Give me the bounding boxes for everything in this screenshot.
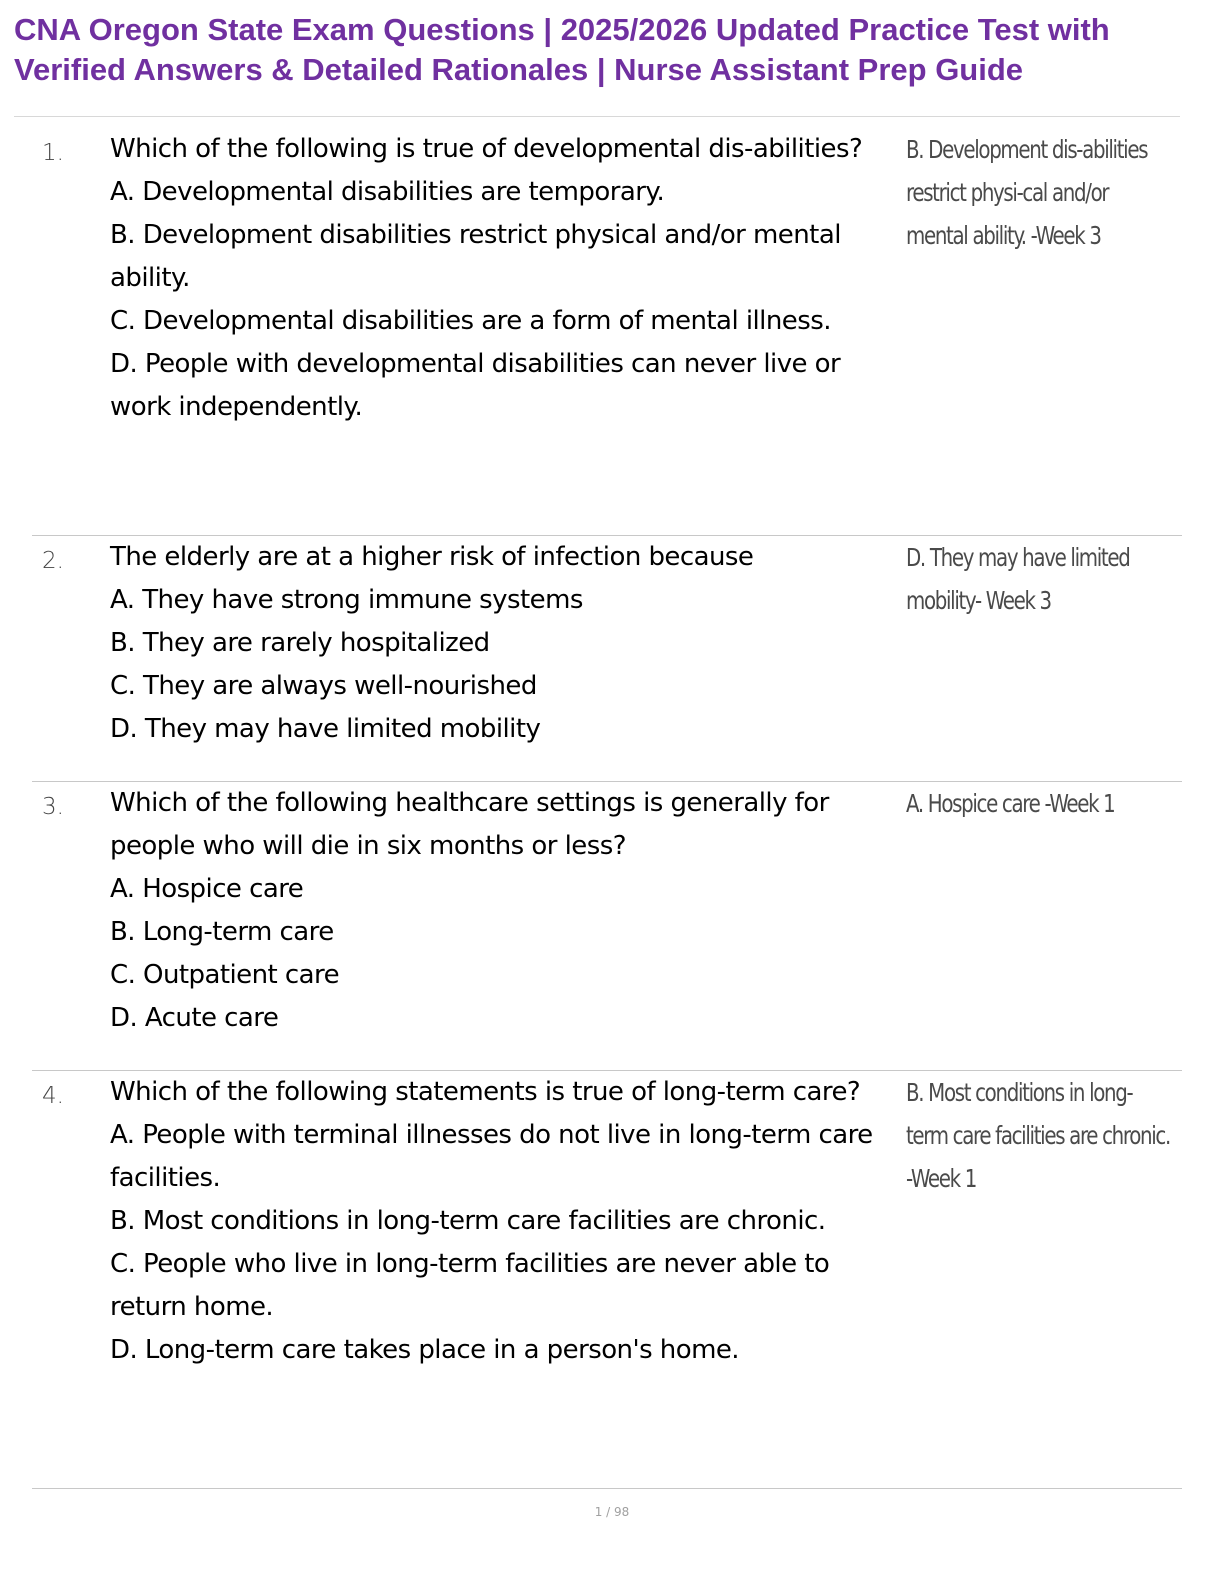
question-body bbox=[110, 128, 905, 429]
answer-option: B. Long-term care bbox=[110, 917, 334, 947]
correct-answer: A. Hospice care -Week 1 bbox=[906, 789, 1115, 818]
answer-option: D. They may have limited mobility bbox=[110, 714, 541, 744]
answer-option: C. Developmental disabilities are a form of mental illness. bbox=[110, 306, 831, 336]
answer-option: D. Acute care bbox=[110, 1003, 279, 1033]
answer-option: B. Most conditions in long-term care facilities are chronic. bbox=[110, 1206, 826, 1236]
answer-option: A. Developmental disabilities are temporary. bbox=[110, 177, 665, 207]
question-number: 4. bbox=[42, 1083, 64, 1109]
correct-answer: B. Most conditions in long-term care facilities are chronic. -Week 1 bbox=[906, 1078, 1170, 1193]
question-stem: Which of the following is true of developmental dis-abilities? bbox=[110, 134, 863, 164]
title-divider bbox=[14, 116, 1180, 117]
question-number: 1. bbox=[42, 140, 64, 166]
question-list bbox=[32, 128, 1182, 1489]
answer-option: A. People with terminal illnesses do not live in long-term care facilities. bbox=[110, 1120, 873, 1193]
question-item bbox=[32, 1071, 1182, 1489]
page-number: 1 / 98 bbox=[594, 1505, 630, 1519]
question-body bbox=[110, 536, 905, 751]
question-stem: Which of the following healthcare settings is generally for people who will die in six months or less? bbox=[110, 788, 829, 861]
answer-option: D. People with developmental disabilities can never live or work independently. bbox=[110, 349, 841, 422]
question-item bbox=[32, 536, 1182, 782]
answer-option: C. They are always well-nourished bbox=[110, 671, 537, 701]
question-body bbox=[110, 782, 905, 1040]
question-item bbox=[32, 128, 1182, 536]
answer-option: D. Long-term care takes place in a person's home. bbox=[110, 1335, 740, 1365]
question-number: 3. bbox=[42, 794, 64, 820]
answer-option: A. They have strong immune systems bbox=[110, 585, 583, 615]
question-number: 2. bbox=[42, 548, 64, 574]
question-stem: Which of the following statements is true of long-term care? bbox=[110, 1077, 861, 1107]
question-stem: The elderly are at a higher risk of infection because bbox=[110, 542, 754, 572]
question-body bbox=[110, 1071, 905, 1372]
correct-answer: D. They may have limited mobility- Week 3 bbox=[906, 543, 1130, 615]
answer-option: A. Hospice care bbox=[110, 874, 304, 904]
answer-option: B. They are rarely hospitalized bbox=[110, 628, 490, 658]
answer-option: C. Outpatient care bbox=[110, 960, 340, 990]
correct-answer: B. Development dis-abilities restrict physi-cal and/or mental ability. -Week 3 bbox=[906, 135, 1148, 250]
document-title: CNA Oregon State Exam Questions | 2025/2026 Updated Practice Test with Verified Answers & Detailed Rationales | Nurse Assistant Prep Guide bbox=[14, 12, 1110, 87]
question-item bbox=[32, 782, 1182, 1071]
answer-option: B. Development disabilities restrict physical and/or mental ability. bbox=[110, 220, 841, 293]
answer-option: C. People who live in long-term facilities are never able to return home. bbox=[110, 1249, 830, 1322]
